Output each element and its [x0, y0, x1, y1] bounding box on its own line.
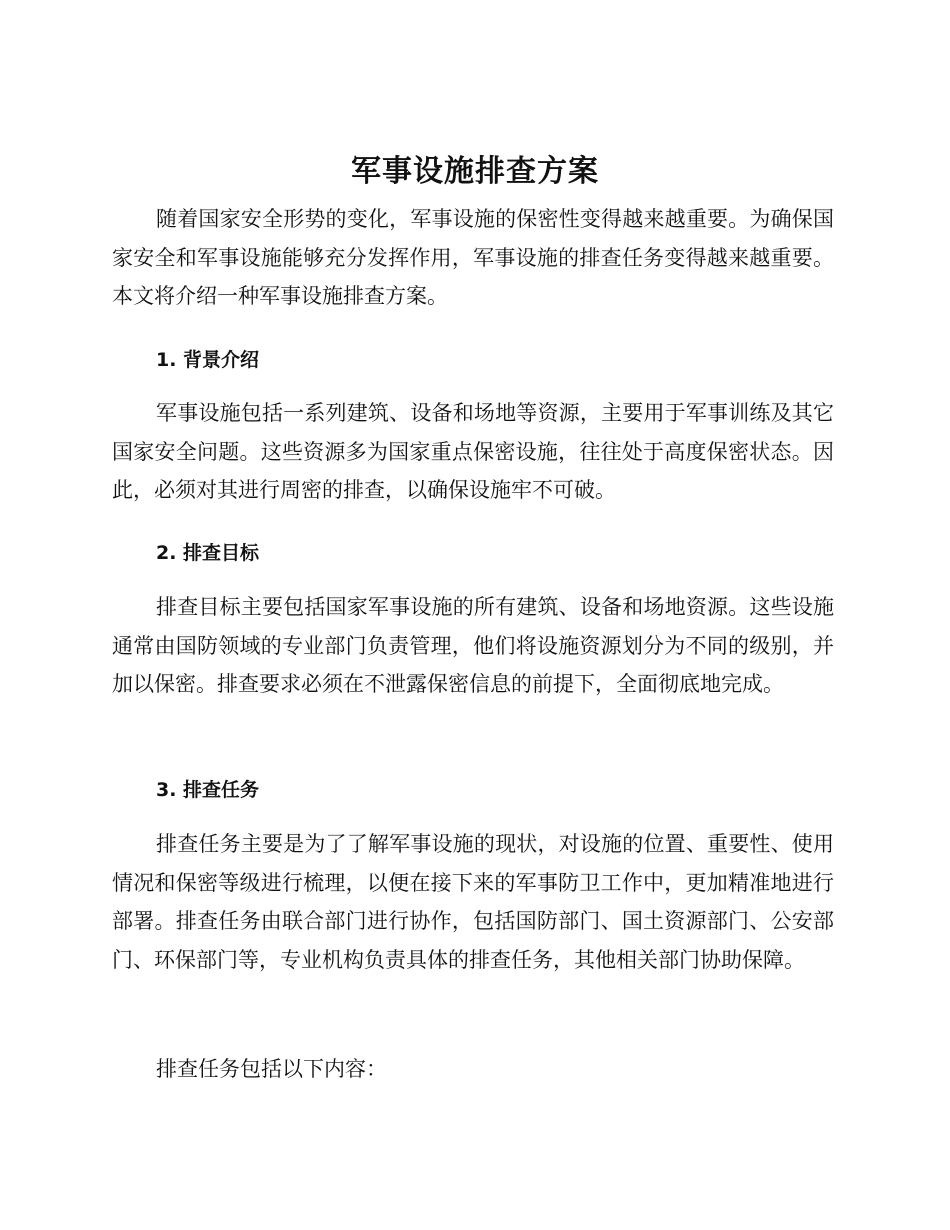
section-paragraph-background: 军事设施包括一系列建筑、设备和场地等资源，主要用于军事训练及其它国家安全问题。这些资源多为国家重点保密设施，往往处于高度保密状态。因此，必须对其进行周密的排查，以确保设施牢不可破。 — [112, 401, 834, 502]
section-heading-goals: 2. 排查目标 — [156, 542, 260, 564]
closing-paragraph: 排查任务包括以下内容： — [156, 1057, 387, 1081]
section-paragraph-goals: 排查目标主要包括国家军事设施的所有建筑、设备和场地资源。这些设施通常由国防领域的专业部门负责管理，他们将设施资源划分为不同的级别，并加以保密。排查要求必须在不泄露保密信息的前提下，全面彻底地完成。 — [112, 595, 834, 696]
section-paragraph-tasks: 排查任务主要是为了了解军事设施的现状，对设施的位置、重要性、使用情况和保密等级进行梳理，以便在接下来的军事防卫工作中，更加精准地进行部署。排查任务由联合部门进行协作，包括国防部门、国土资源部门、公安部门、环保部门等，专业机构负责具体的排查任务，其他相关部门协助保障。 — [112, 832, 834, 972]
section-heading-background: 1. 背景介绍 — [156, 349, 260, 371]
intro-paragraph: 随着国家安全形势的变化，军事设施的保密性变得越来越重要。为确保国家安全和军事设施能够充分发挥作用，军事设施的排查任务变得越来越重要。本文将介绍一种军事设施排查方案。 — [112, 207, 834, 308]
document-title: 军事设施排查方案 — [351, 154, 599, 189]
section-heading-tasks: 3. 排查任务 — [156, 779, 260, 801]
